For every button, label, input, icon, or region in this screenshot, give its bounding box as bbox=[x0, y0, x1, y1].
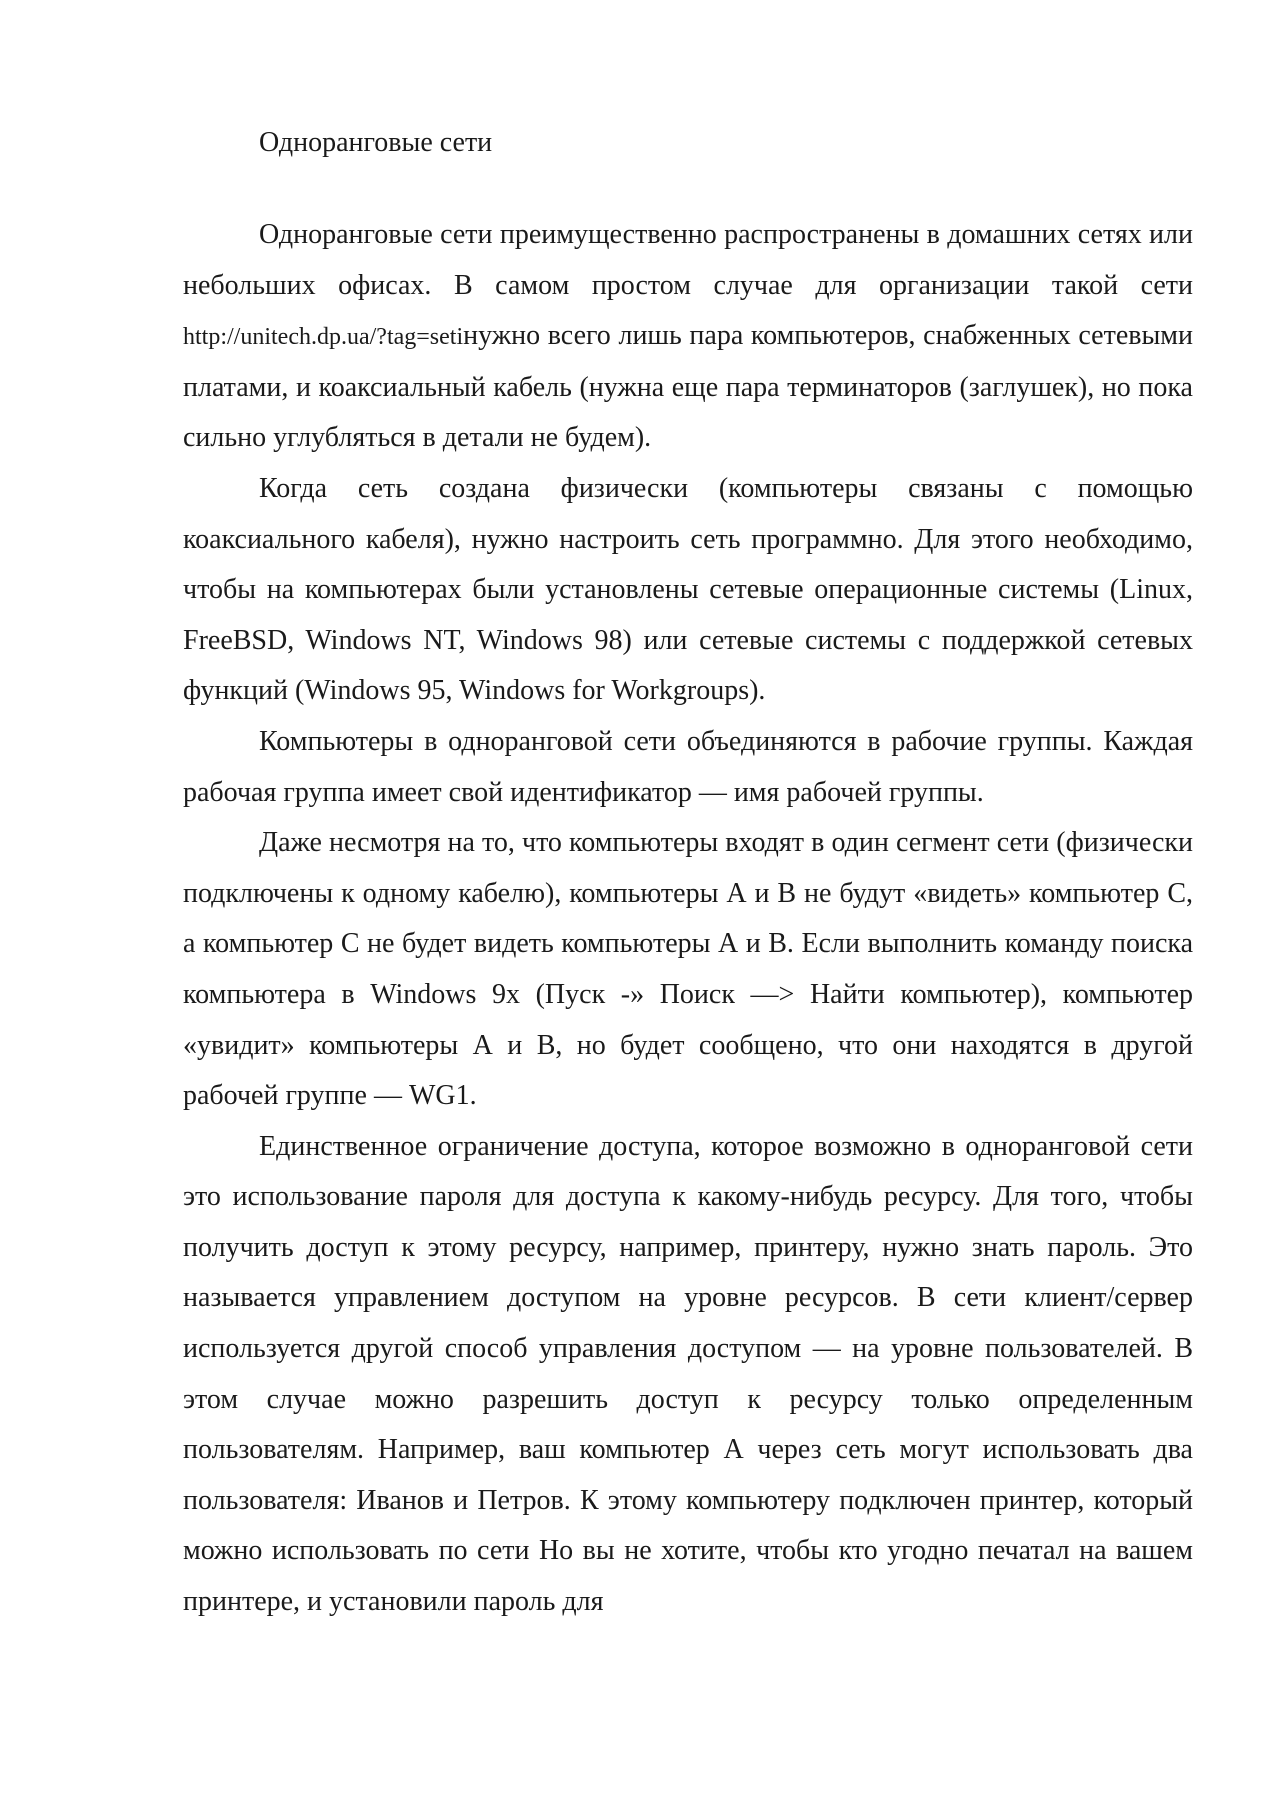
paragraph-1-link: http://unitech.dp.ua/?tag=seti bbox=[183, 324, 464, 351]
paragraph-1-text-start: Одноранговые сети преимущественно распространены в домашних сетях или небольших офисах. В самом простом случае для организации такой сети bbox=[183, 219, 1193, 301]
paragraph-4: Даже несмотря на то, что компьютеры входят в один сегмент сети (физически подключены к одному кабелю), компьютеры А и В не будут «видеть» компьютер С, а компьютер С не будет видеть компьютеры А и В. Если выполнить команду поиска компьютера в Windows 9x (Пуск -» Поиск —> Найти компьютер), компьютер «увидит» компьютеры А и В, но будет сообщено, что они находятся в другой рабочей группе — WG1. bbox=[183, 827, 1193, 1112]
title-spacer bbox=[183, 168, 1193, 210]
paragraph-2: Когда сеть создана физически (компьютеры связаны с помощью коаксиального кабеля), нужно настроить сеть программно. Для этого необходимо, чтобы на компьютерах были установлены сетевые операционные системы (Linux, FreeBSD, Windows NT, Windows 98) или сетевые системы с поддержкой сетевых функций (Windows 95, Windows for Workgroups). bbox=[183, 472, 1193, 707]
paragraph-1-text-end: нужно всего лишь пара компьютеров, снабженных сетевыми платами, и коаксиальный кабель (нужна еще пара терминаторов (заглушек), но пока сильно углубляться в детали не будем). bbox=[183, 320, 1193, 454]
paragraph-5: Единственное ограничение доступа, которое возможно в одноранговой сети это использование пароля для доступа к какому-нибудь ресурсу. Для того, чтобы получить доступ к этому ресурсу, например, принтеру, нужно знать пароль. Это называется управлением доступом на уровне ресурсов. В сети клиент/сервер используется другой способ управления доступом — на уровне пользователей. В этом случае можно разрешить доступ к ресурсу только определенным пользователям. Например, ваш компьютер А через сеть могут использовать два пользователя: Иванов и Петров. К этому компьютеру подключен принтер, который можно использовать по сети Но вы не хотите, чтобы кто угодно печатал на вашем принтере, и установили пароль для bbox=[183, 1130, 1193, 1618]
paragraph-1 bbox=[183, 210, 1193, 464]
document-body bbox=[183, 118, 1193, 1628]
document-title: Одноранговые сети bbox=[259, 127, 493, 158]
paragraph-3: Компьютеры в одноранговой сети объединяются в рабочие группы. Каждая рабочая группа имеет свой идентификатор — имя рабочей группы. bbox=[183, 725, 1193, 808]
